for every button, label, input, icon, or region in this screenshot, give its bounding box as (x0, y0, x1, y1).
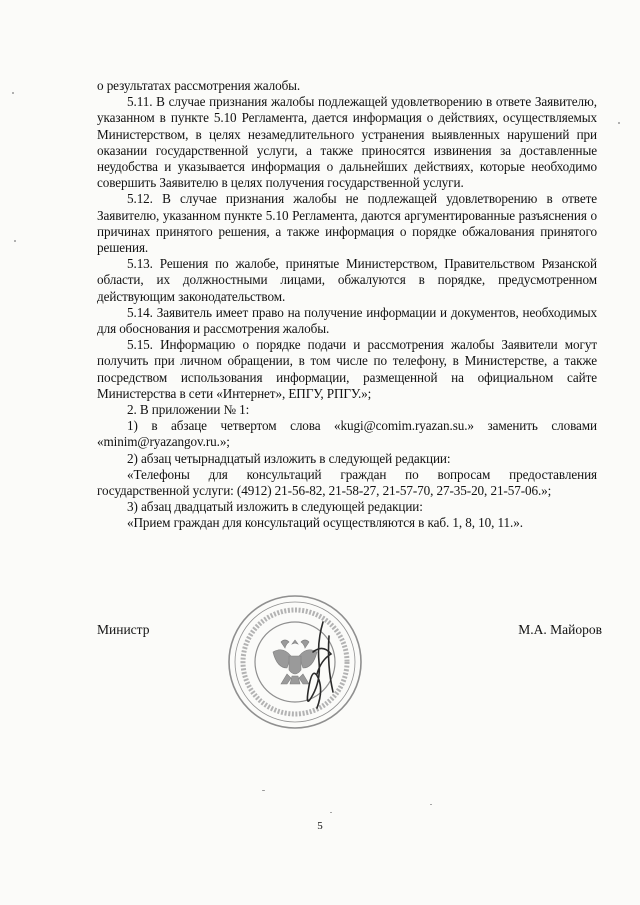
official-seal-icon (225, 592, 365, 732)
scan-speck (14, 240, 16, 242)
paragraph-reception: «Прием граждан для консультаций осуществляются в каб. 1, 8, 10, 11.». (127, 515, 523, 531)
signatory-name: М.А. Майоров (518, 622, 602, 637)
paragraph-phones: «Телефоны для консультаций граждан по вопросам предоставления государственной услуги: (4912) 21-56-82, 21-58-27, 21-57-70, 27-35-20, 21-57-06.»; (97, 466, 597, 499)
scan-speck (12, 92, 14, 94)
paragraph-item-1: 1) в абзаце четвертом слова «kugi@comim.ryazan.su.» заменить словами «minim@ryazangov.ru.»; (97, 418, 597, 450)
document-body (97, 78, 597, 532)
paragraph-5-13: 5.13. Решения по жалобе, принятые Министерством, Правительством Рязанской области, их должностными лицами, обжалуются в порядке, предусмотренном действующим законодательством. (97, 256, 597, 304)
paragraph-5-12: 5.12. В случае признания жалобы не подлежащей удовлетворению в ответе Заявителю, указанном пункте 5.10 Регламента, даются аргументированные разъяснения о причинах принятого решения, а также информация о порядке обжалования принятого решения. (97, 191, 597, 256)
paragraph-5-14: 5.14. Заявитель имеет право на получение информации и документов, необходимых для обоснования и рассмотрения жалобы. (97, 304, 597, 337)
paragraph-item-3: 3) абзац двадцатый изложить в следующей редакции: (127, 499, 423, 515)
scan-speck (330, 812, 332, 813)
scan-speck (262, 790, 265, 791)
paragraph-appendix-heading: 2. В приложении № 1: (127, 402, 250, 418)
signatory-title: Министр (97, 622, 150, 637)
scan-speck (430, 804, 432, 805)
paragraph-item-2: 2) абзац четырнадцатый изложить в следующей редакции: (127, 450, 451, 466)
paragraph-5-11: 5.11. В случае признания жалобы подлежащей удовлетворению в ответе Заявителю, указанном в пункте 5.10 Регламента, дается информация о действиях, осуществляемых Министерством, в целях незамедлительного устранения выявленных нарушений при оказании государственной услуги, а также приносятся извинения за доставленные неудобства и указывается информация о дальнейших действиях, которые необходимо совершить Заявителю в целях получения государственной услуги. (97, 94, 597, 191)
page-number: 5 (317, 820, 323, 832)
scan-speck (618, 122, 620, 124)
paragraph-continuation: о результатах рассмотрения жалобы. (97, 78, 301, 93)
paragraph-5-15: 5.15. Информацию о порядке подачи и рассмотрения жалобы Заявители могут получить при личном обращении, в том числе по телефону, в Министерстве, а также посредством использования информации, размещенной на официальном сайте Министерства в сети «Интернет», ЕПГУ, РПГУ.»; (97, 337, 597, 401)
